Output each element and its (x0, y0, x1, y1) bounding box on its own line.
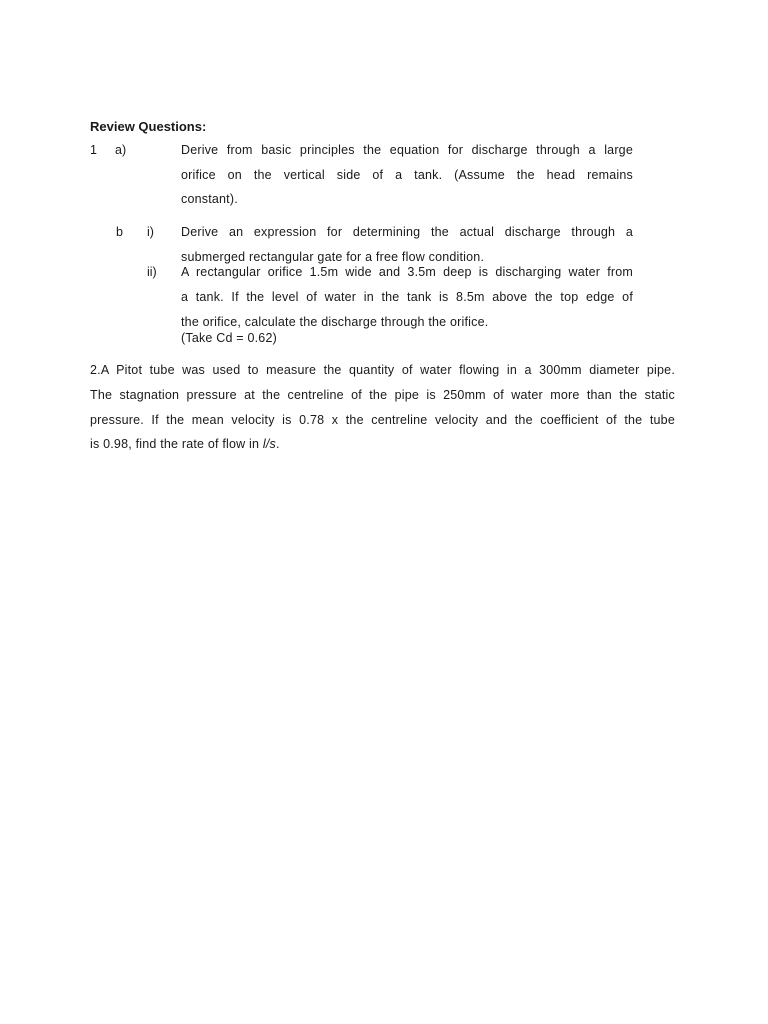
question-2-line-4 (90, 437, 280, 451)
question-1b-ii-line-1: A rectangular orifice 1.5m wide and 3.5m deep is discharging water from (181, 265, 633, 279)
question-2-line-4-text: is 0.98, find the rate of flow in (90, 437, 263, 451)
question-1b-ii-label: ii) (147, 265, 157, 279)
question-1a-line-1: Derive from basic principles the equation for discharge through a large (181, 143, 633, 157)
review-questions-heading: Review Questions: (90, 119, 207, 134)
question-1b-i-line-1: Derive an expression for determining the actual discharge through a (181, 225, 633, 239)
question-1b-ii-line-2: a tank. If the level of water in the tank is 8.5m above the top edge of (181, 290, 633, 304)
question-1a-line-2: orifice on the vertical side of a tank. (Assume the head remains (181, 168, 633, 182)
question-1a-line-3: constant). (181, 192, 238, 206)
question-1-number: 1 (90, 143, 97, 157)
question-2-line-2: The stagnation pressure at the centreline of the pipe is 250mm of water more than the static (90, 388, 675, 402)
question-1b-label: b (116, 225, 123, 239)
question-1b-ii-line-3: the orifice, calculate the discharge through the orifice. (181, 315, 489, 329)
question-2-line-1: 2.A Pitot tube was used to measure the quantity of water flowing in a 300mm diameter pipe. (90, 363, 675, 377)
question-1b-i-line-2: submerged rectangular gate for a free flow condition. (181, 250, 485, 264)
question-2-line-3: pressure. If the mean velocity is 0.78 x the centreline velocity and the coefficient of the tube (90, 413, 675, 427)
question-1b-ii-line-4: (Take Cd = 0.62) (181, 331, 277, 345)
flow-unit: l/s (262, 437, 276, 451)
question-2-line-4-end: . (275, 437, 280, 451)
question-1b-i-label: i) (147, 225, 154, 239)
question-1a-label: a) (115, 143, 127, 157)
